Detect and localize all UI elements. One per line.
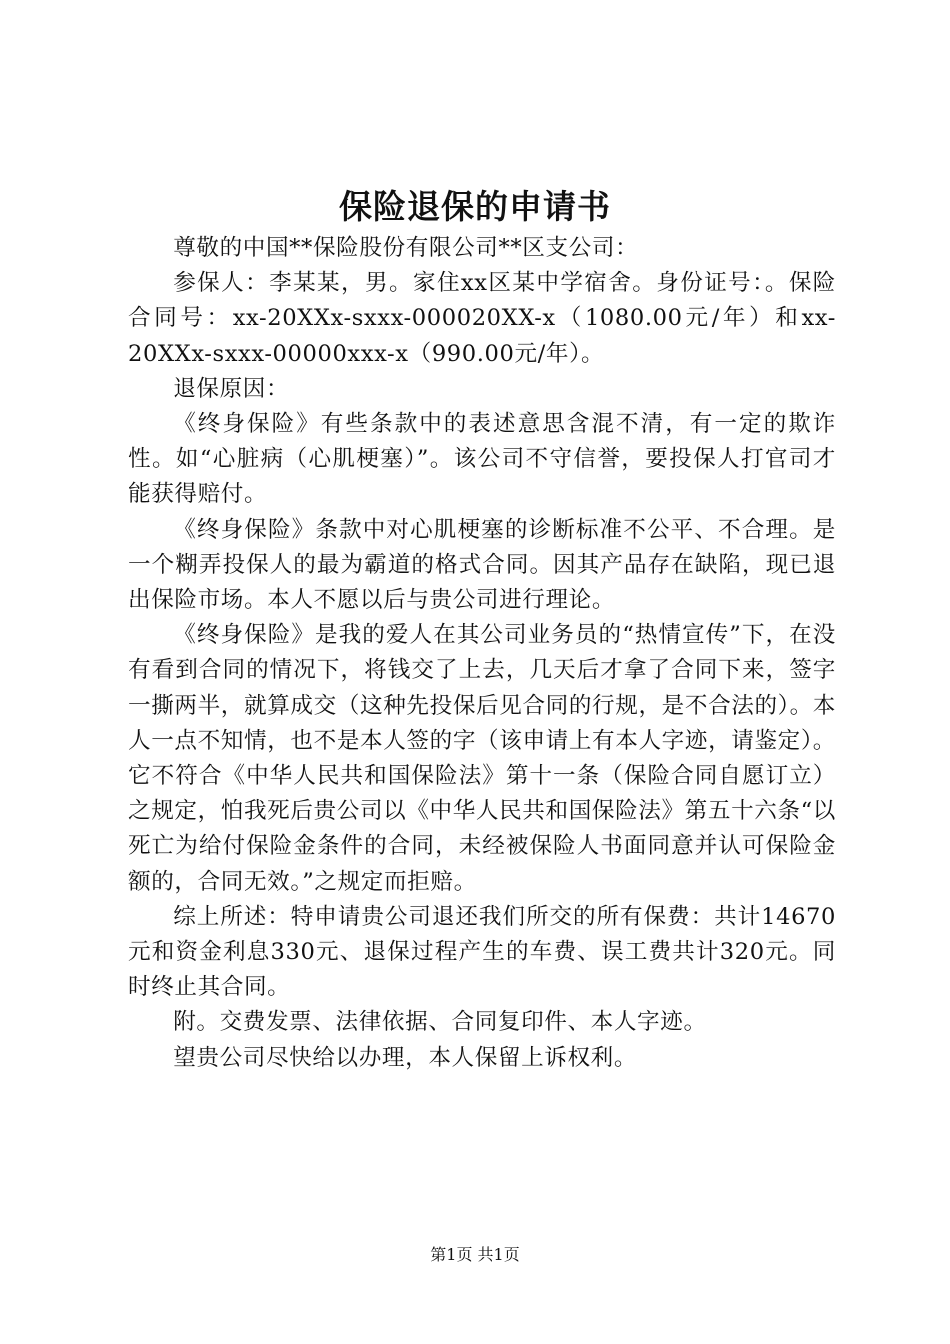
reason-paragraph-1: 《终身保险》有些条款中的表述意思含混不清，有一定的欺诈性。如“心脏病（心肌梗塞）”。该公司不守信誉，要投保人打官司才能获得赔付。 — [128, 411, 836, 508]
reason-heading-paragraph: 退保原因： — [173, 375, 290, 402]
closing-paragraph: 望贵公司尽快给以办理，本人保留上诉权利。 — [173, 1044, 638, 1071]
salutation-paragraph: 尊敬的中国**保险股份有限公司**区支公司： — [173, 235, 639, 261]
policyholder-info-paragraph: 参保人：李某某，男。家住xx区某中学宿舍。身份证号：。保险合同号：xx-20XXx-sxxx-000020XX-x（1080.00元/年）和xx-20XXx-sxxx-00000xxx-x（990.00元/年）。 — [128, 270, 836, 367]
summary-paragraph: 综上所述：特申请贵公司退还我们所交的所有保费：共计14670元和资金利息330元、退保过程产生的车费、误工费共计320元。同时终止其合同。 — [128, 903, 836, 1001]
page-footer: 第1页 共1页 — [430, 1245, 520, 1264]
reason-paragraph-2: 《终身保险》条款中对心肌梗塞的诊断标准不公平、不合理。是一个糊弄投保人的最为霸道的格式合同。因其产品存在缺陷，现已退出保险市场。本人不愿以后与贵公司进行理论。 — [128, 516, 836, 614]
document-body — [128, 231, 836, 1076]
document-title: 保险退保的申请书 — [339, 187, 611, 226]
reason-paragraph-3: 《终身保险》是我的爱人在其公司业务员的“热情宣传”下，在没有看到合同的情况下，将钱交了上去，几天后才拿了合同下来，签字一撕两半，就算成交（这种先投保后见合同的行规，是不合法的）。本人一点不知情，也不是本人签的字（该申请上有本人字迹，请鉴定）。它不符合《中华人民共和国保险法》第十一条（保险合同自愿订立）之规定，怕我死后贵公司以《中华人民共和国保险法》第五十六条“以死亡为给付保险金条件的合同，未经被保险人书面同意并认可保险金额的，合同无效。”之规定而拒赔。 — [128, 622, 836, 895]
attachments-paragraph: 附。交费发票、法律依据、合同复印件、本人字迹。 — [173, 1009, 707, 1036]
